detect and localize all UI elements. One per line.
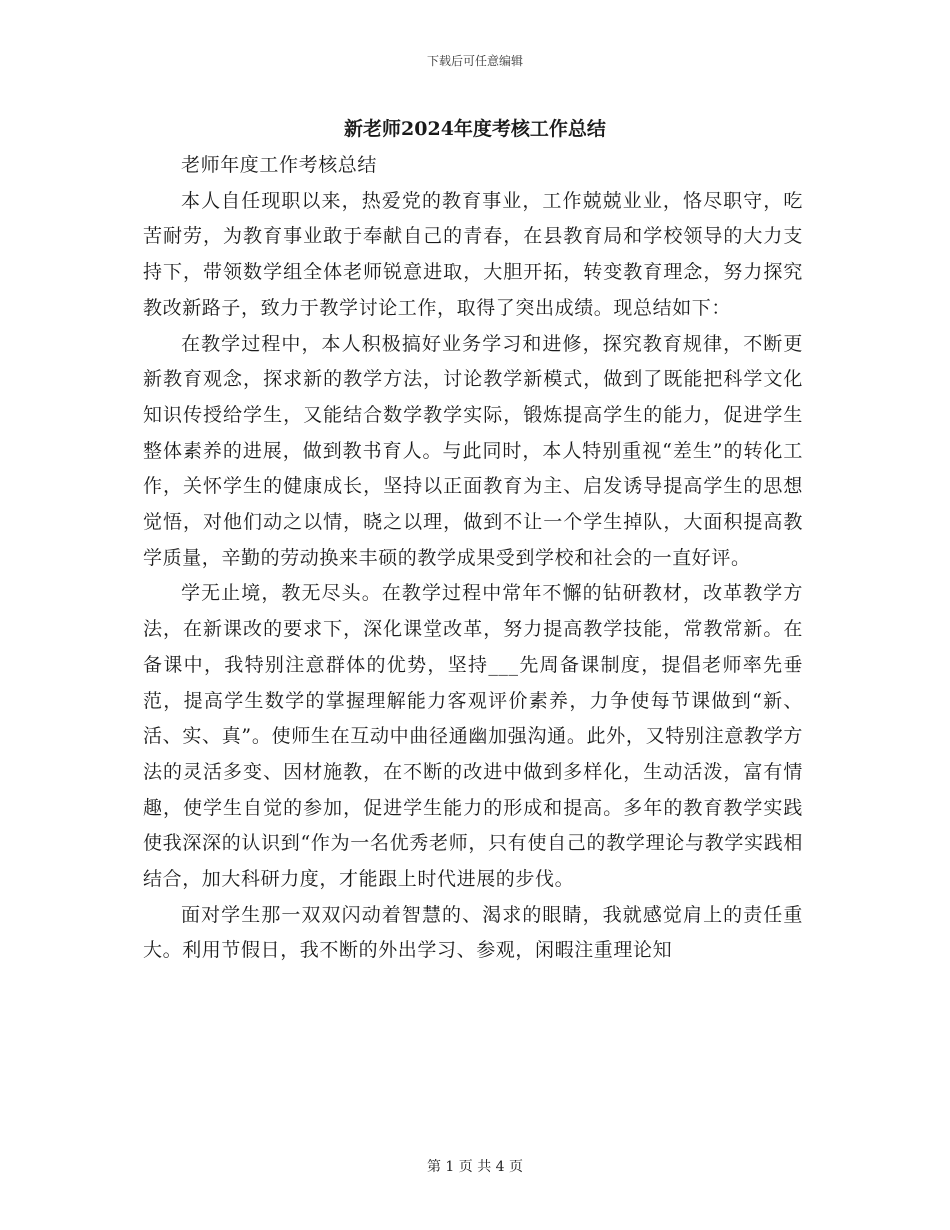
body-paragraph: 在教学过程中，本人积极搞好业务学习和进修，探究教育规律，不断更新教育观念，探求新的教学方法，讨论教学新模式，做到了既能把科学文化知识传授给学生，又能结合数学教学实际，锻炼提高学生的能力，促进学生整体素养的进展，做到教书育人。与此同时，本人特别重视“差生”的转化工作，关怀学生的健康成长，坚持以正面教育为主、启发诱导提高学生的思想觉悟，对他们动之以情，晓之以理，做到不让一个学生掉队，大面积提高教学质量，辛勤的劳动换来丰硕的教学成果受到学校和社会的一直好评。 <box>143 332 803 569</box>
body-paragraph: 学无止境，教无尽头。在教学过程中常年不懈的钻研教材，改革教学方法，在新课改的要求下，深化课堂改革，努力提高教学技能，常教常新。在备课中，我特别注意群体的优势，坚持___先周备课制度，提倡老师率先垂范，提高学生数学的掌握理解能力客观评价素养，力争使每节课做到“新、活、实、真”。使师生在互动中曲径通幽加强沟通。此外，又特别注意教学方法的灵活多变、因材施教，在不断的改进中做到多样化，生动活泼，富有情趣，使学生自觉的参加，促进学生能力的形成和提高。多年的教育教学实践使我深深的认识到“作为一名优秀老师，只有使自己的教学理论与教学实践相结合，加大科研力度，才能跟上时代进展的步伐。 <box>143 582 803 891</box>
page-header-note: 下载后可任意编辑 <box>426 54 523 68</box>
document-title: 新老师2024年度考核工作总结 <box>344 118 606 140</box>
page-number-footer: 第 1 页 共 4 页 <box>426 1159 524 1175</box>
subtitle-paragraph: 老师年度工作考核总结 <box>181 154 378 176</box>
body-paragraph: 面对学生那一双双闪动着智慧的、渴求的眼睛，我就感觉肩上的责任重大。利用节假日，我不断的外出学习、参观，闲暇注重理论知 <box>143 903 803 962</box>
document-body <box>143 148 803 969</box>
body-paragraph: 本人自任现职以来，热爱党的教育事业，工作兢兢业业，恪尽职守，吃苦耐劳，为教育事业敢于奉献自己的青春，在县教育局和学校领导的大力支持下，带领数学组全体老师锐意进取，大胆开拓，转变教育理念，努力探究教改新路子，致力于教学讨论工作，取得了突出成绩。现总结如下： <box>143 189 803 319</box>
